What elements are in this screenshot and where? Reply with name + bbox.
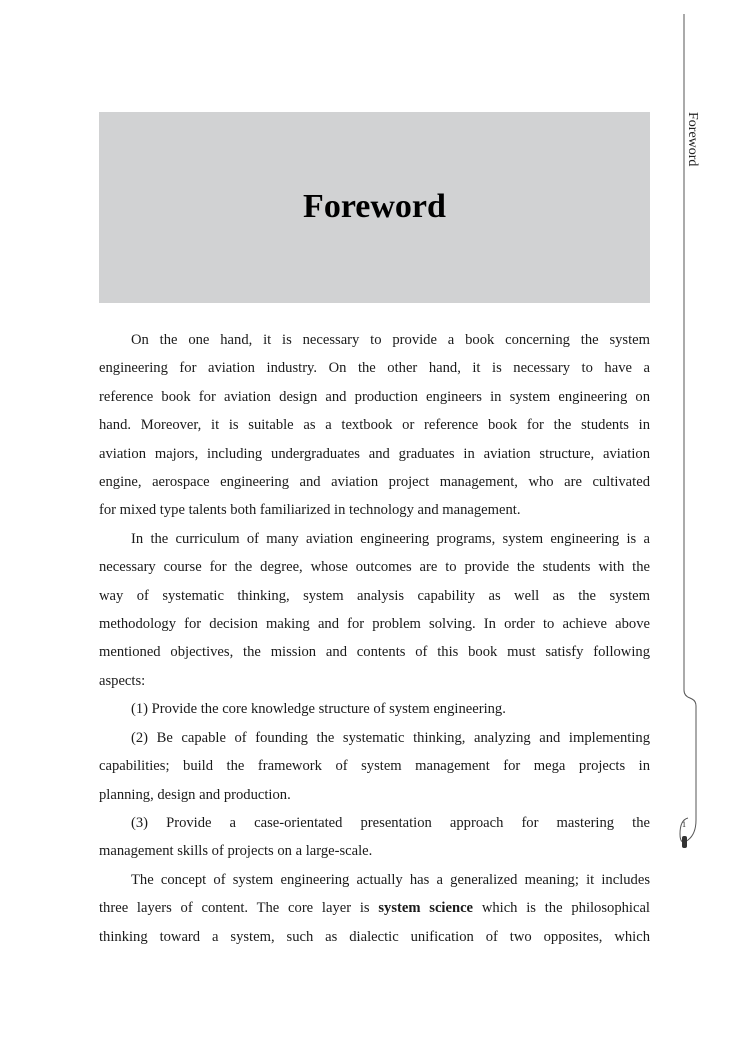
- text-line: thinking toward a system, such as dialectic unification of two opposites, which: [99, 928, 650, 945]
- text-line: capabilities; build the framework of system management for mega projects in: [99, 758, 650, 775]
- text-line: In the curriculum of many aviation engineering programs, system engineering is a: [131, 530, 650, 547]
- text-line: reference book for aviation design and production engineers in system engineering on: [99, 388, 650, 405]
- text-line: (3) Provide a case-orientated presentation approach for mastering the: [131, 814, 650, 831]
- text-line: (2) Be capable of founding the systematic thinking, analyzing and implementing: [131, 729, 650, 746]
- text-line: [99, 894, 650, 922]
- text-segment: three layers of content. The core layer is: [99, 900, 379, 917]
- text-line: management skills of projects on a large-scale.: [99, 843, 373, 860]
- title-banner: [99, 112, 650, 303]
- text-line: engine, aerospace engineering and aviation project management, who are cultivated: [99, 474, 650, 491]
- text-line: aspects:: [99, 672, 146, 689]
- page-title: Foreword: [303, 188, 446, 225]
- text-line: methodology for decision making and for problem solving. In order to achieve above: [99, 616, 650, 633]
- text-line: engineering for aviation industry. On the other hand, it is necessary to have a: [99, 360, 650, 377]
- text-line: mentioned objectives, the mission and contents of this book must satisfy following: [99, 644, 650, 661]
- text-segment: which is the philosophical: [473, 900, 650, 917]
- page-number: 1: [682, 820, 686, 829]
- text-line: The concept of system engineering actually has a generalized meaning; it includes: [131, 871, 650, 888]
- bold-term: system science: [378, 900, 474, 917]
- section-side-label: Foreword: [685, 112, 700, 167]
- text-line: necessary course for the degree, whose outcomes are to provide the students with the: [99, 559, 650, 576]
- text-line: hand. Moreover, it is suitable as a textbook or reference book for the students in: [99, 417, 650, 434]
- body-text: [99, 326, 650, 951]
- text-line: (1) Provide the core knowledge structure of system engineering.: [131, 701, 506, 718]
- text-line: On the one hand, it is necessary to provide a book concerning the system: [131, 332, 650, 348]
- text-line: planning, design and production.: [99, 786, 291, 803]
- text-line: for mixed type talents both familiarized in technology and management.: [99, 502, 521, 519]
- text-line: aviation majors, including undergraduates and graduates in aviation structure, aviation: [99, 445, 650, 462]
- text-line: way of systematic thinking, system analysis capability as well as the system: [99, 587, 650, 604]
